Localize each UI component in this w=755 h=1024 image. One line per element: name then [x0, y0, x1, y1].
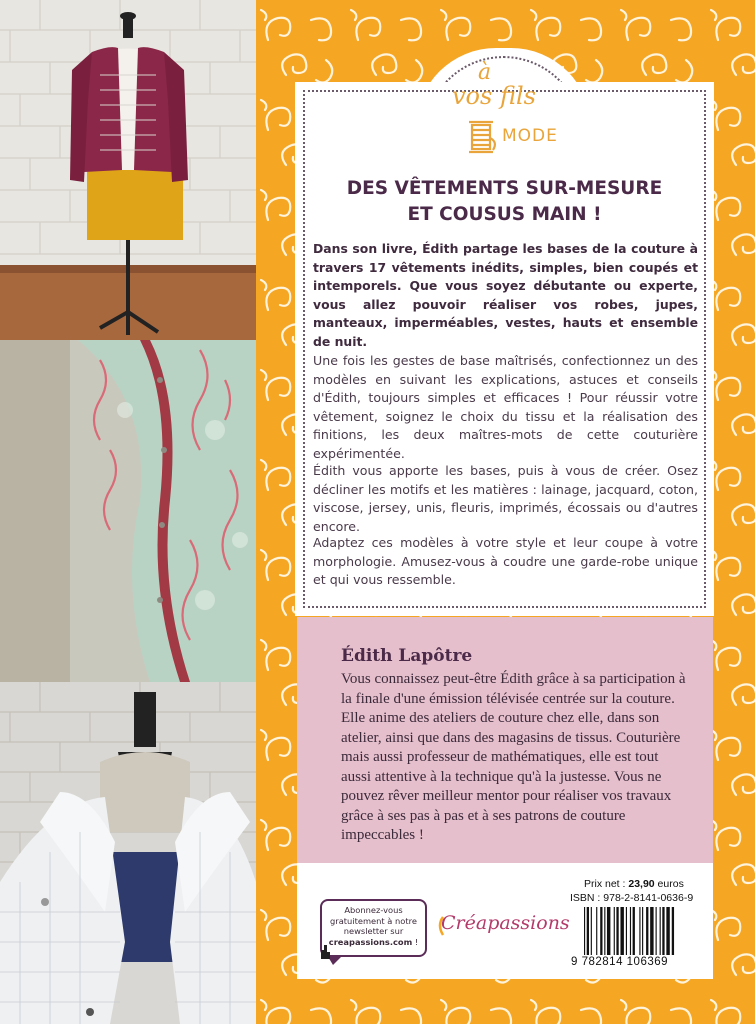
author-bio: Vous connaissez peut-être Édith grâce à sa participation à la finale d'une émission télévisée centrée sur la couture. Elle anime des ateliers de couture chez elle, dans son atelier, ainsi que dans des magasins de tissus. Couturière mais aussi professeur de mathématiques, elle est tout aussi attentive à la technique qu'à la justesse. Vous ne pouvez rêver meilleur mentor pour réaliser vos travaux grâce à ses pas à pas et à ses patrons de couture impeccables ! [341, 671, 686, 843]
newsletter-bubble [320, 899, 427, 957]
barcode [584, 907, 700, 955]
logo-text-vos-fils: vos fils [452, 82, 536, 110]
body-paragraph-3: Adaptez ces modèles à votre style et leur coupe à votre morphologie. Amusez-vous à coudre une garde-robe unique et qui vous ressemble. [313, 535, 698, 588]
headline-line-1: DES VÊTEMENTS SUR-MESURE [346, 178, 663, 199]
publisher-logo: Créapassions [441, 912, 570, 934]
body-paragraph-1: Une fois les gestes de base maîtrisés, confectionnez un des modèles en suivant les explications, astuces et conseils d'Édith, toujours simples et efficaces ! Pour réussir votre vêtement, soignez le choix du tissu et la réalisation des finitions, les deux maîtres-mots de cette couturière expérimentée. [313, 353, 698, 461]
price-amount: 23,90 [628, 878, 655, 890]
newsletter-site-link[interactable]: creapassions.com [328, 936, 413, 947]
isbn: ISBN : 978-2-8141-0636-9 [570, 892, 694, 904]
author-name: Édith Lapôtre [341, 646, 473, 666]
newsletter-line-1: Abonnez-vous [344, 905, 403, 915]
price-currency: euros [654, 878, 684, 890]
newsletter-line-2: gratuitement à notre [330, 915, 417, 926]
jacket-on-dress-form-photo [0, 0, 256, 340]
price-label [584, 878, 684, 890]
thread-spool-icon [465, 118, 497, 156]
price-prefix: Prix net : [584, 878, 629, 890]
jacquard-fabric-closeup-photo [0, 340, 256, 682]
barcode-digits: 9 782814 106369 [571, 956, 669, 968]
newsletter-suffix: ! [412, 936, 419, 947]
newsletter-line-3: newsletter sur [343, 926, 404, 936]
headline-line-2: ET COUSUS MAIN ! [407, 204, 602, 225]
cursor-hand-icon [318, 944, 332, 960]
intro-paragraph: Dans son livre, Édith partage les bases de la couture à travers 17 vêtements inédits, simples, bien coupés et intemporels. Que vous soyez débutante ou experte, vous allez pouvoir réaliser vos robes, jupes, manteaux, imperméables, vestes, hauts et ensemble de nuit. [313, 241, 698, 349]
headline [300, 176, 709, 228]
logo-text-mode: MODE [502, 126, 558, 146]
body-paragraph-2: Édith vous apporte les bases, puis à vous de créer. Osez décliner les motifs et les matières : lainage, jacquard, coton, viscose, jersey, unis, fleuris, imprimés, écossais ou d'autres encore. [313, 463, 698, 534]
white-coat-on-dress-form-photo [0, 682, 256, 1024]
logo-text-a: à [478, 60, 492, 85]
